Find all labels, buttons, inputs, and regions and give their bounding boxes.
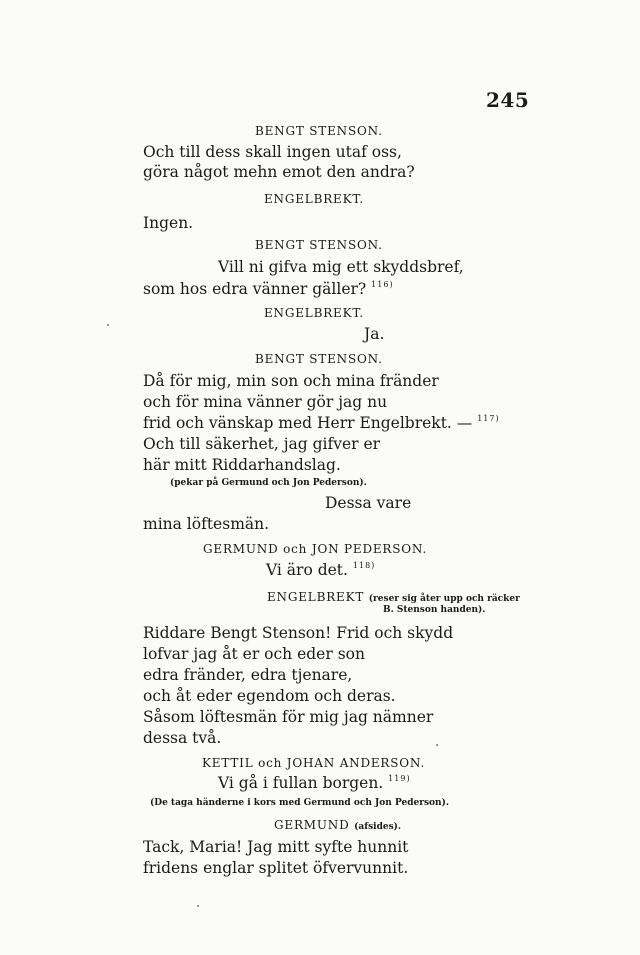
verse-line: Riddare Bengt Stenson! Frid och skydd <box>143 624 454 642</box>
verse-line: Såsom löftesmän för mig jag nämner <box>143 708 434 726</box>
verse-line: och för mina vänner gör jag nu <box>143 393 388 411</box>
stage-direction: (pekar på Germund och Jon Pederson). <box>170 478 367 488</box>
stage-direction: (afsides). <box>354 822 402 832</box>
verse-line: Dessa vare <box>325 494 412 512</box>
verse-line: Ja. <box>364 325 385 343</box>
page-number: 245 <box>486 88 530 112</box>
speaker-kettil-johan <box>202 755 425 771</box>
speaker-name: KETTIL <box>202 756 254 770</box>
verse-text: Vi gå i fullan borgen. <box>218 774 384 792</box>
verse-line: göra något mehn emot den andra? <box>143 163 415 181</box>
verse-line: dessa två. <box>143 729 222 747</box>
verse-line: lofvar jag åt er och eder son <box>143 645 365 663</box>
scan-speck <box>107 324 109 326</box>
speaker-name: JON PEDERSON. <box>311 542 428 556</box>
scan-speck <box>436 744 438 746</box>
verse-line: Ingen. <box>143 214 194 232</box>
speaker-germund-jon <box>203 541 427 557</box>
verse-line: edra fränder, edra tjenare, <box>143 666 353 684</box>
speaker-conjunction: och <box>283 542 308 556</box>
footnote-ref: 117) <box>477 414 500 423</box>
speaker-engelbrekt: ENGELBREKT. <box>264 192 365 206</box>
verse-line <box>266 561 375 579</box>
footnote-ref: 119) <box>388 774 411 783</box>
speaker-bengt-stenson: BENGT STENSON. <box>255 124 383 138</box>
speaker-bengt-stenson: BENGT STENSON. <box>255 238 383 252</box>
verse-line: Och till dess skall ingen utaf oss, <box>143 143 402 161</box>
verse-line: fridens englar splitet öfvervunnit. <box>143 859 409 877</box>
verse-text: frid och vänskap med Herr Engelbrekt. — <box>143 414 473 432</box>
footnote-ref: 118) <box>352 561 376 570</box>
footnote-ref: 116) <box>371 280 394 289</box>
verse-text: Vi äro det. <box>266 561 348 579</box>
speaker-name: GERMUND <box>203 542 279 556</box>
verse-line <box>143 414 500 432</box>
verse-line: mina löftesmän. <box>143 515 270 533</box>
verse-line: här mitt Riddarhandslag. <box>143 456 341 474</box>
verse-line <box>143 280 394 298</box>
stage-direction: (reser sig åter upp och räcker <box>368 594 520 604</box>
speaker-engelbrekt: ENGELBREKT. <box>264 306 365 320</box>
verse-text: som hos edra vänner gäller? <box>143 280 367 298</box>
verse-line <box>218 774 411 792</box>
speaker-name: GERMUND <box>274 818 350 832</box>
speaker-germund <box>274 817 401 835</box>
speaker-bengt-stenson: BENGT STENSON. <box>255 352 383 366</box>
speaker-name: JOHAN ANDERSON. <box>286 756 426 770</box>
scan-speck <box>197 905 199 907</box>
verse-line: Och till säkerhet, jag gifver er <box>143 435 381 453</box>
speaker-conjunction: och <box>258 756 283 770</box>
verse-line: och åt eder egendom och deras. <box>143 687 396 705</box>
verse-line: Tack, Maria! Jag mitt syfte hunnit <box>143 838 409 856</box>
stage-direction: (De taga händerne i kors med Germund och Jon Pederson). <box>150 798 449 808</box>
verse-line: Vill ni gifva mig ett skyddsbref, <box>218 258 464 276</box>
speaker-name: ENGELBREKT <box>267 590 365 604</box>
verse-line: Då för mig, min son och mina fränder <box>143 372 439 390</box>
stage-direction: B. Stenson handen). <box>383 605 486 615</box>
